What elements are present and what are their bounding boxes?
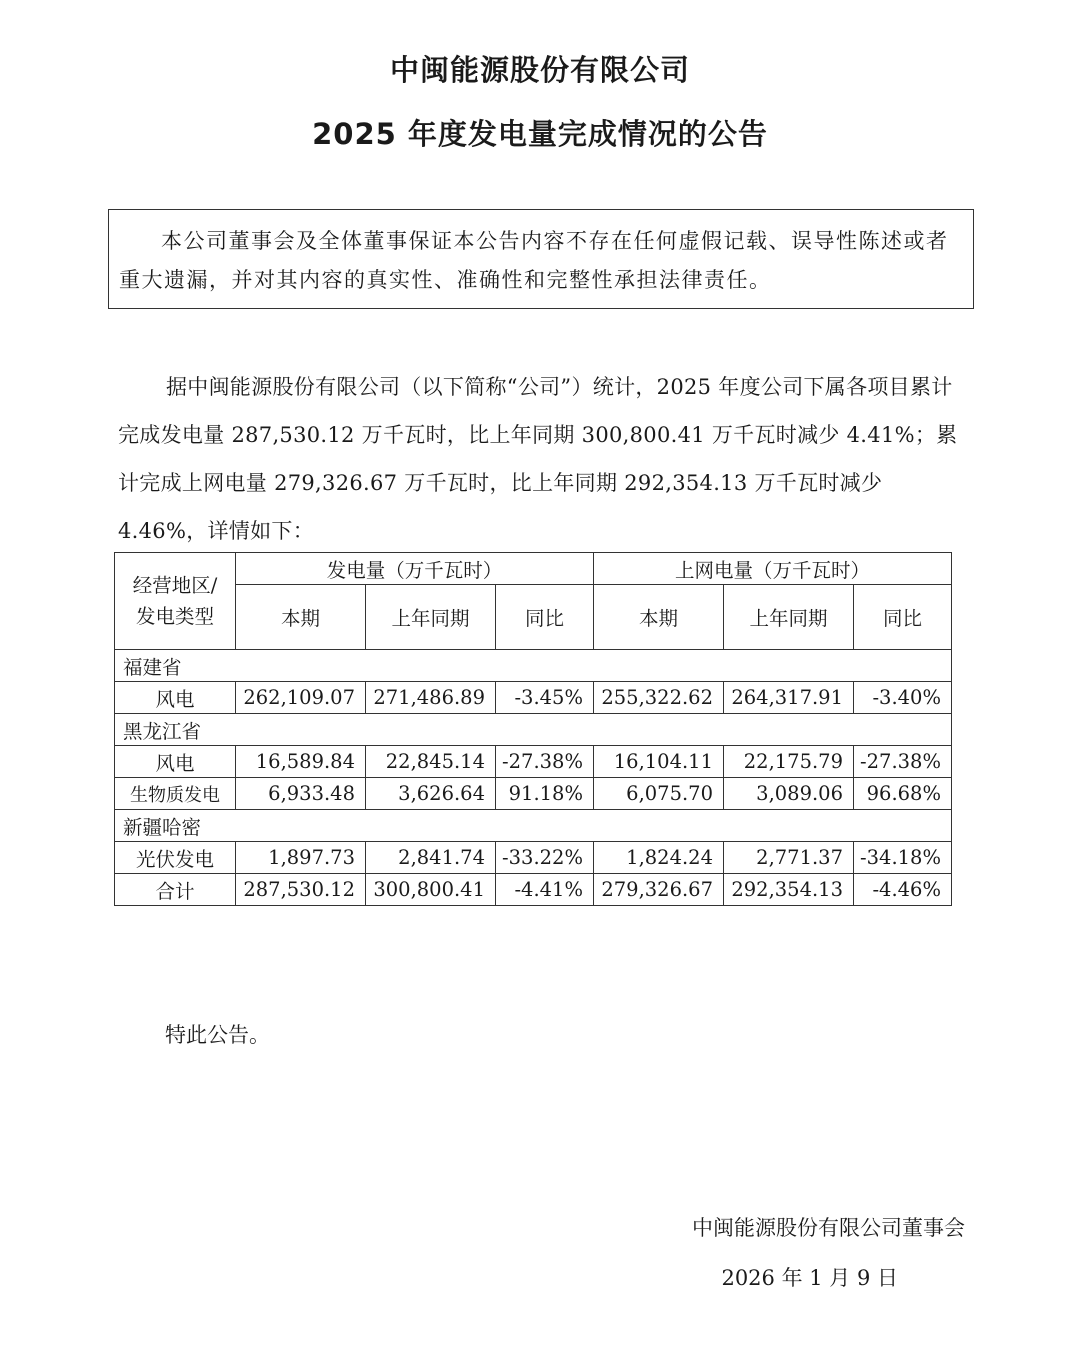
grid-yoy-cell: 96.68% (854, 778, 952, 810)
region-label: 新疆哈密 (115, 810, 952, 842)
gen-current-cell: 16,589.84 (236, 746, 366, 778)
gen-yoy-cell: -27.38% (496, 746, 594, 778)
gen-yoy-cell: -3.45% (496, 682, 594, 714)
type-cell: 生物质发电 (115, 778, 236, 810)
summary-text: 据中闽能源股份有限公司（以下简称“公司”）统计，2025 年度公司下属各项目累计完成发电量 287,530.12 万千瓦时，比上年同期 300,800.41 万千瓦时减少 4.41%；累计完成上网电量 279,326.67 万千瓦时，比上年同期 292,354.13 万千瓦时减少 4.46%，详情如下： (118, 375, 958, 543)
grid-last-cell: 292,354.13 (724, 874, 854, 906)
gen-yoy-cell: -4.41% (496, 874, 594, 906)
header-grid: 上网电量（万千瓦时） (594, 553, 952, 585)
gen-yoy-cell: -33.22% (496, 842, 594, 874)
header-gen-current: 本期 (236, 585, 366, 650)
type-cell: 光伏发电 (115, 842, 236, 874)
header-grid-current: 本期 (594, 585, 724, 650)
gen-current-cell: 6,933.48 (236, 778, 366, 810)
grid-current-cell: 1,824.24 (594, 842, 724, 874)
type-cell: 合计 (115, 874, 236, 906)
header-generation: 发电量（万千瓦时） (236, 553, 594, 585)
gen-last-cell: 300,800.41 (366, 874, 496, 906)
table-row (115, 682, 952, 714)
grid-yoy-cell: -27.38% (854, 746, 952, 778)
summary-paragraph (118, 363, 970, 555)
region-row (115, 650, 952, 682)
grid-last-cell: 22,175.79 (724, 746, 854, 778)
region-label: 黑龙江省 (115, 714, 952, 746)
company-title: 中闽能源股份有限公司 (389, 53, 690, 87)
grid-current-cell: 255,322.62 (594, 682, 724, 714)
disclaimer-box (108, 209, 974, 309)
table-row (115, 842, 952, 874)
header-grid-yoy: 同比 (854, 585, 952, 650)
region-label: 福建省 (115, 650, 952, 682)
total-row (115, 874, 952, 906)
gen-last-cell: 22,845.14 (366, 746, 496, 778)
closing-text: 特此公告。 (165, 1023, 270, 1047)
signature-date: 2026 年 1 月 9 日 (721, 1266, 898, 1290)
gen-current-cell: 287,530.12 (236, 874, 366, 906)
grid-yoy-cell: -34.18% (854, 842, 952, 874)
grid-last-cell: 2,771.37 (724, 842, 854, 874)
type-cell: 风电 (115, 746, 236, 778)
table-row (115, 778, 952, 810)
gen-last-cell: 3,626.64 (366, 778, 496, 810)
header-grid-last: 上年同期 (724, 585, 854, 650)
corner-header: 经营地区/ 发电类型 (115, 553, 236, 650)
gen-current-cell: 262,109.07 (236, 682, 366, 714)
signature-org: 中闽能源股份有限公司董事会 (692, 1216, 965, 1240)
grid-last-cell: 264,317.91 (724, 682, 854, 714)
gen-yoy-cell: 91.18% (496, 778, 594, 810)
gen-last-cell: 2,841.74 (366, 842, 496, 874)
type-cell: 风电 (115, 682, 236, 714)
announcement-title: 2025 年度发电量完成情况的公告 (312, 117, 768, 151)
table-row (115, 746, 952, 778)
grid-current-cell: 16,104.11 (594, 746, 724, 778)
grid-yoy-cell: -3.40% (854, 682, 952, 714)
table-header-row (115, 553, 952, 585)
grid-current-cell: 279,326.67 (594, 874, 724, 906)
region-row (115, 810, 952, 842)
grid-last-cell: 3,089.06 (724, 778, 854, 810)
header-gen-last: 上年同期 (366, 585, 496, 650)
gen-last-cell: 271,486.89 (366, 682, 496, 714)
generation-table (114, 552, 952, 906)
grid-yoy-cell: -4.46% (854, 874, 952, 906)
gen-current-cell: 1,897.73 (236, 842, 366, 874)
table-subheader-row (115, 585, 952, 650)
header-gen-yoy: 同比 (496, 585, 594, 650)
grid-current-cell: 6,075.70 (594, 778, 724, 810)
region-row (115, 714, 952, 746)
disclaimer-text: 本公司董事会及全体董事保证本公告内容不存在任何虚假记载、误导性陈述或者重大遗漏，并对其内容的真实性、准确性和完整性承担法律责任。 (119, 229, 949, 292)
